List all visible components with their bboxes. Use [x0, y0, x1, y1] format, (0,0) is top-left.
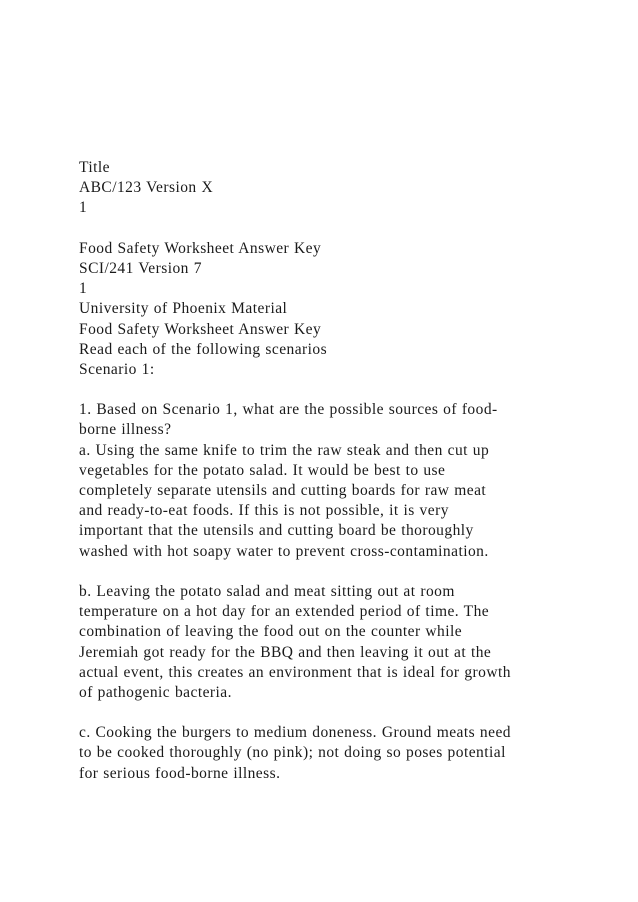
subheader-course: SCI/241 Version 7 [79, 259, 202, 277]
question-1-line: borne illness? [79, 421, 172, 439]
question-1-line: 1. Based on Scenario 1, what are the possible sources of food- [79, 401, 498, 419]
spacer [79, 562, 579, 582]
answer-a-line: vegetables for the potato salad. It would be best to use [79, 461, 446, 479]
answer-a-line: important that the utensils and cutting board be thoroughly [79, 522, 474, 540]
answer-a-line: a. Using the same knife to trim the raw steak and then cut up [79, 441, 490, 459]
header-page-number: 1 [79, 199, 88, 217]
answer-b-line: b. Leaving the potato salad and meat sitting out at room [79, 582, 455, 600]
header-title: Title [79, 159, 110, 176]
answer-b-line: Jeremiah got ready for the BBQ and then leaving it out at the [79, 643, 492, 661]
subheader-title: Food Safety Worksheet Answer Key [79, 239, 322, 257]
instructions: Read each of the following scenarios [79, 340, 328, 358]
answer-a-line: and ready-to-eat foods. If this is not possible, it is very [79, 502, 449, 520]
answer-a-line: completely separate utensils and cutting boards for raw meat [79, 482, 487, 499]
material-label: University of Phoenix Material [79, 300, 288, 318]
header-course-template: ABC/123 Version X [79, 179, 214, 197]
spacer [79, 219, 579, 239]
answer-c-line: c. Cooking the burgers to medium doneness. Ground meats need [79, 724, 511, 742]
answer-b-line: temperature on a hot day for an extended period of time. The [79, 603, 490, 621]
answer-b-line: actual event, this creates an environment that is ideal for growth [79, 663, 511, 681]
worksheet-title: Food Safety Worksheet Answer Key [79, 320, 322, 338]
answer-b-line: combination of leaving the food out on the counter while [79, 623, 463, 641]
spacer [79, 380, 579, 400]
subheader-page-number: 1 [79, 280, 88, 298]
answer-c-line: for serious food-borne illness. [79, 764, 281, 782]
answer-a-line: washed with hot soapy water to prevent cross-contamination. [79, 542, 489, 560]
scenario-label: Scenario 1: [79, 360, 155, 378]
answer-b-line: of pathogenic bacteria. [79, 683, 232, 701]
answer-c-line: to be cooked thoroughly (no pink); not doing so poses potential [79, 744, 506, 762]
document-body [79, 158, 579, 784]
spacer [79, 703, 579, 723]
